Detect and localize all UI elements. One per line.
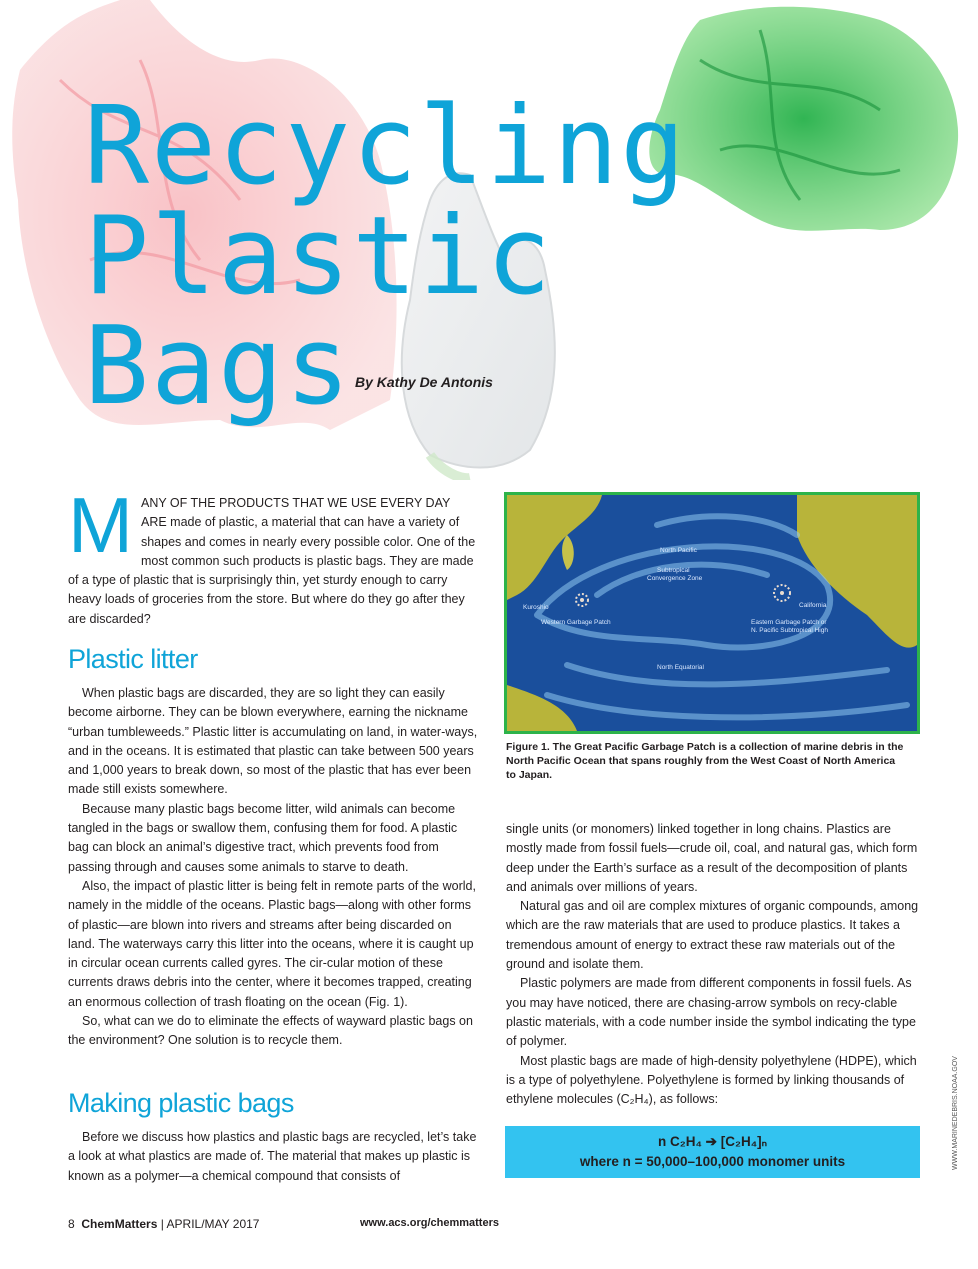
garbage-patch-map (507, 495, 917, 731)
map-label-subtropical: Subtropical (657, 567, 690, 574)
footer-url[interactable]: www.acs.org/chemmatters (360, 1217, 499, 1229)
litter-paragraph-3: Also, the impact of plastic litter is being felt in remote parts of the world, namely in the middle of the oceans. Plastic bags—along with other forms of plastic—are blown into rivers and streams after being discarded on land. The waterways carry this litter into the oceans, where it is caught up in circular ocean currents called gyres. The cir-cular motion of these currents draws debris into the center, where it becomes trapped, creating an enormous collection of trash floating on the ocean (Fig. 1). (68, 878, 476, 1009)
heading-making-plastic-bags: Making plastic bags (68, 1088, 294, 1118)
intro-lead: ANY OF THE PRODUCTS THAT WE USE EVERY DAY ARE (140, 496, 451, 530)
byline: By Kathy De Antonis (355, 374, 493, 390)
figure-caption: Figure 1. The Great Pacific Garbage Patch is a collection of marine debris in the North Pacific Ocean that spans roughly from the West Coast of North America to Japan. (506, 741, 904, 781)
map-label-eastern-patch-2: N. Pacific Subtropical High (751, 627, 828, 634)
map-label-california: California (799, 602, 827, 609)
making-section-text (68, 1128, 478, 1186)
map-label-convergence: Convergence Zone (647, 575, 703, 582)
article-title (84, 84, 688, 429)
magazine-name: ChemMatters (81, 1217, 158, 1231)
equation-box (505, 1126, 920, 1178)
litter-section-text (68, 684, 478, 1051)
drop-cap: M (68, 481, 133, 569)
right-paragraph-4: Most plastic bags are made of high-density polyethylene (HDPE), which is a type of polyethylene. Polyethylene is formed by linking thousands of ethylene molecules (C₂H₄), as follows: (506, 1053, 917, 1107)
map-label-western-patch: Western Garbage Patch (541, 619, 611, 626)
right-paragraph-2: Natural gas and oil are complex mixtures of organic compounds, among which are the raw materials that are used to produce plastics. It takes a tremendous amount of energy to extract these raw materials out of the ground and isolate them. (506, 899, 919, 972)
map-label-kuroshio: Kuroshio (523, 604, 549, 611)
title-line-2: Plastic (84, 194, 554, 319)
right-column-text (506, 820, 920, 1109)
photo-credit: WWW.MARINEDEBRIS.NOAA.GOV (952, 1056, 959, 1170)
green-bag (649, 7, 958, 231)
issue-date: | APRIL/MAY 2017 (160, 1217, 260, 1231)
figure-1-map (504, 492, 920, 734)
map-label-north-pacific: North Pacific (660, 547, 697, 554)
intro-paragraph (68, 481, 478, 629)
page-number: 8 (68, 1217, 75, 1231)
litter-paragraph-2: Because many plastic bags become litter, wild animals can become tangled in the bags or swallow them, confusing them for food. A plastic bag can block an animal’s digestive tract, which prevents food from passing through and causes some animals to starve to death. (68, 801, 458, 874)
right-paragraph-1: single units (or monomers) linked together in long chains. Plastics are mostly made from fossil fuels—crude oil, coal, and natural gas, which form deep under the Earth’s surface as a result of the decomposition of plants and animals over millions of years. (506, 822, 918, 894)
intro-text: made of plastic, a material that can have a variety of shapes and comes in nearly every possible color. One of the most common such products is plastic bags. They are made of a type of plastic that is surprisingly thin, yet sturdy enough to carry heavy loads of groceries from the store. But where do they go after they are discarded? (68, 515, 476, 626)
map-label-eastern-patch-1: Eastern Garbage Patch or (751, 619, 827, 626)
equation-line-1: n C₂H₄ ➔ [C₂H₄]ₙ (657, 1134, 768, 1149)
title-line-1: Recycling (84, 84, 688, 209)
heading-plastic-litter: Plastic litter (68, 644, 198, 674)
right-paragraph-3: Plastic polymers are made from different components in fossil fuels. As you may have noticed, there are chasing-arrow symbols on recy-clable plastic materials, with a code number inside the symbol indicating the type of polymer. (506, 976, 916, 1049)
footer-left (68, 1217, 259, 1231)
litter-paragraph-1: When plastic bags are discarded, they are so light they can easily become airborne. They can be blown everywhere, earning the nickname “urban tumbleweeds.” Plastic litter is accumulating on land, in water-ways, and in the oceans. It is estimated that plastic can take between 500 years and 1,000 years to break down, so most of the plastic that has ever been made still exists somewhere. (68, 686, 478, 797)
making-paragraph-1: Before we discuss how plastics and plastic bags are recycled, let’s take a look at what plastics are made of. The material that makes up plastic is known as a polymer—a chemical compound that consists of (68, 1130, 477, 1183)
litter-paragraph-4: So, what can we do to eliminate the effects of wayward plastic bags on the environment? One solution is to recycle them. (68, 1014, 473, 1048)
equation-line-2: where n = 50,000–100,000 monomer units (579, 1154, 846, 1169)
title-line-3: Bags (84, 304, 353, 429)
map-label-north-equatorial: North Equatorial (657, 664, 704, 671)
